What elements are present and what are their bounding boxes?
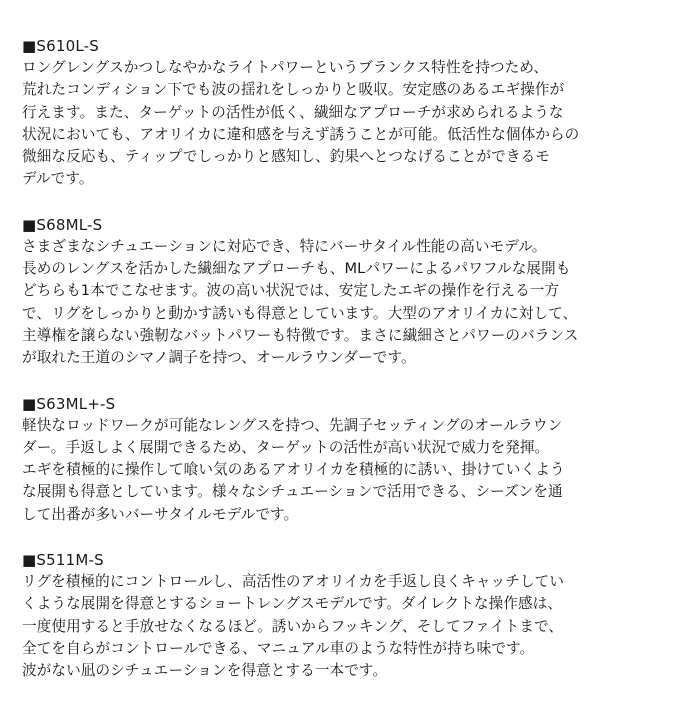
body-line: が取れた王道のシマノ調子を持つ、オールラウンダーです。 bbox=[22, 349, 416, 367]
section-heading: ■S63ML+-S bbox=[22, 394, 116, 413]
body-line: 波がない凪のシチュエーションを得意とする一本です。 bbox=[22, 662, 388, 680]
section-s610l-s bbox=[22, 36, 662, 191]
body-line: 状況においても、アオリイカに違和感を与えず誘うことが可能。低活性な個体からの bbox=[22, 125, 580, 143]
section-s68ml-s bbox=[22, 215, 662, 370]
body-line: 荒れたコンディション下でも波の揺れをしっかりと吸収。安定感のあるエギ操作が bbox=[22, 81, 565, 99]
body-line: な展開も得意としています。様々なシチュエーションで活用できる、シーズンを通 bbox=[22, 483, 563, 501]
body-line: で、リグをしっかりと動かす誘いも得意としています。大型のアオリイカに対して、 bbox=[22, 304, 578, 322]
body-line: 全てを自らがコントロールできる、マニュアル車のような特性が持ち味です。 bbox=[22, 639, 535, 657]
body-line: さまざまなシチュエーションに対応でき、特にバーサタイル性能の高いモデル。 bbox=[22, 237, 547, 255]
section-heading: ■S68ML-S bbox=[22, 215, 103, 234]
body-line: 一度使用すると手放せなくなるほど。誘いからフッキング、そしてファイトまで、 bbox=[22, 617, 564, 635]
body-line: リグを積極的にコントロールし、高活性のアオリイカを手返し良くキャッチしてい bbox=[22, 573, 565, 591]
section-s511m-s bbox=[22, 550, 662, 682]
body-line: 行えます。また、ターゲットの活性が低く、繊細なアプローチが求められるような bbox=[22, 103, 564, 121]
body-line: デルです。 bbox=[22, 170, 94, 188]
body-line: エギを積極的に操作して喰い気のあるアオリイカを積極的に誘い、掛けていくよう bbox=[22, 461, 565, 479]
body-line: 軽快なロッドワークが可能なレングスを持つ、先調子セッティングのオールラウン bbox=[22, 416, 563, 434]
body-line: 微細な反応も、ティップでしっかりと感知し、釣果へとつなげることができるモ bbox=[22, 148, 550, 166]
body-line: 主導権を譲らない強靭なバットパワーも特徴です。まさに繊細さとパワーのバランス bbox=[22, 326, 579, 344]
section-s63ml-plus-s bbox=[22, 394, 662, 526]
body-line: 長めのレングスを活かした繊細なアプローチも、MLパワーによるパワフルな展開も bbox=[22, 260, 571, 278]
body-line: ダー。手返しよく展開できるため、ターゲットの活性が高い状況で威力を発揮。 bbox=[22, 438, 550, 456]
product-description-document bbox=[22, 36, 662, 707]
body-line: して出番が多いバーサタイルモデルです。 bbox=[22, 505, 299, 523]
body-line: くような展開を得意とするショートレングスモデルです。ダイレクトな操作感は、 bbox=[22, 595, 563, 613]
body-line: どちらも1本でこなせます。波の高い状況では、安定したエギの操作を行える一方 bbox=[22, 282, 560, 300]
body-line: ロングレングスかつしなやかなライトパワーというブランクス特性を持つため、 bbox=[22, 59, 549, 76]
section-heading: ■S610L-S bbox=[22, 37, 99, 55]
section-heading: ■S511M-S bbox=[22, 551, 104, 570]
